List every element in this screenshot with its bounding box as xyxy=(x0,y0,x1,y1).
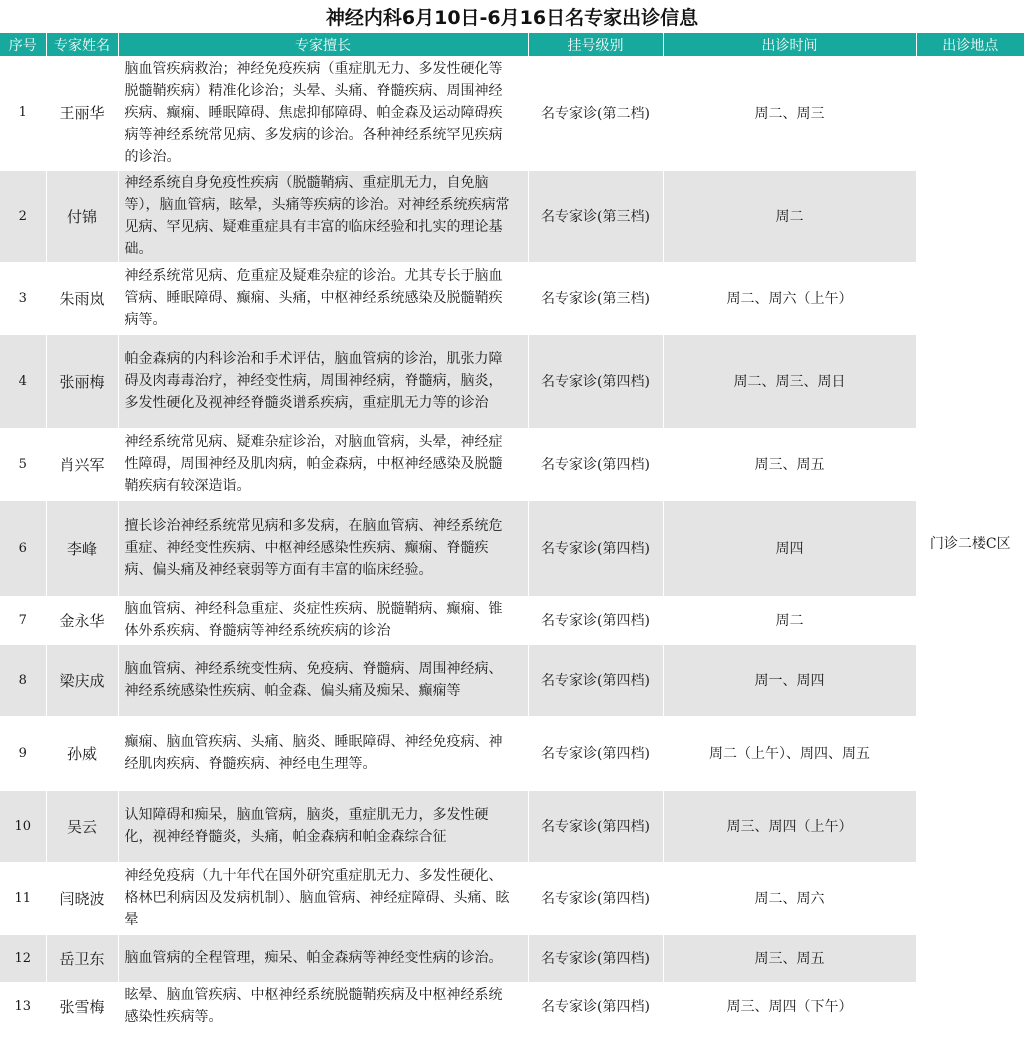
registration-grade: 名专家诊(第四档) xyxy=(528,644,663,716)
clinic-time: 周二、周三 xyxy=(663,56,916,170)
expert-name: 孙威 xyxy=(46,716,118,790)
row-index: 2 xyxy=(0,170,46,262)
clinic-location: 门诊二楼C区 xyxy=(916,56,1024,1030)
clinic-time: 周二（上午）、周四、周五 xyxy=(663,716,916,790)
expert-specialty: 认知障碍和痴呆，脑血管病，脑炎，重症肌无力，多发性硬化，视神经脊髓炎，头痛，帕金森病和帕金森综合征 xyxy=(118,790,528,862)
row-index: 8 xyxy=(0,644,46,716)
clinic-time: 周二 xyxy=(663,170,916,262)
expert-name: 王丽华 xyxy=(46,56,118,170)
expert-specialty: 癫痫、脑血管疾病、头痛、脑炎、睡眠障碍、神经免疫病、神经肌肉疾病、脊髓疾病、神经电生理等。 xyxy=(118,716,528,790)
clinic-time: 周三、周四（下午） xyxy=(663,982,916,1030)
header-location: 出诊地点 xyxy=(916,33,1024,56)
clinic-time: 周三、周四（上午） xyxy=(663,790,916,862)
page-title: 神经内科6月10日-6月16日名专家出诊信息 xyxy=(325,7,699,29)
table-header-row xyxy=(0,33,1024,56)
registration-grade: 名专家诊(第四档) xyxy=(528,862,663,934)
expert-name: 金永华 xyxy=(46,596,118,644)
expert-name: 闫晓波 xyxy=(46,862,118,934)
clinic-time: 周二、周三、周日 xyxy=(663,334,916,428)
expert-specialty: 神经免疫病（九十年代在国外研究重症肌无力、多发性硬化、格林巴利病因及发病机制）、脑血管病、神经症障碍、头痛、眩晕 xyxy=(118,862,528,934)
row-index: 1 xyxy=(0,56,46,170)
table-row xyxy=(0,596,1024,644)
header-index: 序号 xyxy=(0,33,46,56)
row-index: 9 xyxy=(0,716,46,790)
registration-grade: 名专家诊(第四档) xyxy=(528,334,663,428)
expert-name: 付锦 xyxy=(46,170,118,262)
expert-name: 梁庆成 xyxy=(46,644,118,716)
row-index: 12 xyxy=(0,934,46,982)
expert-specialty: 神经系统常见病、危重症及疑难杂症的诊治。尤其专长于脑血管病、睡眠障碍、癫痫、头痛，中枢神经系统感染及脱髓鞘疾病等。 xyxy=(118,262,528,334)
table-row xyxy=(0,56,1024,170)
row-index: 4 xyxy=(0,334,46,428)
table-row xyxy=(0,716,1024,790)
clinic-time: 周二、周六（上午） xyxy=(663,262,916,334)
table-row xyxy=(0,982,1024,1030)
clinic-time: 周二、周六 xyxy=(663,862,916,934)
registration-grade: 名专家诊(第四档) xyxy=(528,790,663,862)
header-grade: 挂号级别 xyxy=(528,33,663,56)
row-index: 6 xyxy=(0,500,46,596)
row-index: 10 xyxy=(0,790,46,862)
expert-name: 朱雨岚 xyxy=(46,262,118,334)
row-index: 3 xyxy=(0,262,46,334)
expert-specialty: 擅长诊治神经系统常见病和多发病，在脑血管病、神经系统危重症、神经变性疾病、中枢神经感染性疾病、癫痫、脊髓疾病、偏头痛及神经衰弱等方面有丰富的临床经验。 xyxy=(118,500,528,596)
expert-specialty: 神经系统自身免疫性疾病（脱髓鞘病、重症肌无力，自免脑等），脑血管病，眩晕，头痛等疾病的诊治。对神经系统疾病常见病、罕见病、疑难重症具有丰富的临床经验和扎实的理论基础。 xyxy=(118,170,528,262)
expert-name: 李峰 xyxy=(46,500,118,596)
row-index: 13 xyxy=(0,982,46,1030)
clinic-time: 周三、周五 xyxy=(663,934,916,982)
registration-grade: 名专家诊(第四档) xyxy=(528,596,663,644)
clinic-time: 周四 xyxy=(663,500,916,596)
table-row xyxy=(0,500,1024,596)
table-row xyxy=(0,790,1024,862)
expert-specialty: 神经系统常见病、疑难杂症诊治，对脑血管病，头晕，神经症性障碍，周围神经及肌肉病，帕金森病，中枢神经感染及脱髓鞘疾病有较深造诣。 xyxy=(118,428,528,500)
registration-grade: 名专家诊(第四档) xyxy=(528,934,663,982)
expert-specialty: 脑血管病、神经科急重症、炎症性疾病、脱髓鞘病、癫痫、锥体外系疾病、脊髓病等神经系统疾病的诊治 xyxy=(118,596,528,644)
table-row xyxy=(0,334,1024,428)
expert-specialty: 脑血管病的全程管理，痴呆、帕金森病等神经变性病的诊治。 xyxy=(118,934,528,982)
expert-name: 肖兴军 xyxy=(46,428,118,500)
registration-grade: 名专家诊(第四档) xyxy=(528,716,663,790)
table-row xyxy=(0,862,1024,934)
registration-grade: 名专家诊(第二档) xyxy=(528,56,663,170)
table-row xyxy=(0,934,1024,982)
row-index: 7 xyxy=(0,596,46,644)
registration-grade: 名专家诊(第四档) xyxy=(528,428,663,500)
schedule-table xyxy=(0,33,1024,1031)
row-index: 11 xyxy=(0,862,46,934)
expert-specialty: 脑血管疾病救治；神经免疫疾病（重症肌无力、多发性硬化等脱髓鞘疾病）精准化诊治；头晕、头痛、脊髓疾病、周围神经疾病、癫痫、睡眠障碍、焦虑抑郁障碍、帕金森及运动障碍疾病等神经系统常见病、多发病的诊治。各种神经系统罕见疾病的诊治。 xyxy=(118,56,528,170)
expert-name: 吴云 xyxy=(46,790,118,862)
table-row xyxy=(0,262,1024,334)
expert-specialty: 帕金森病的内科诊治和手术评估，脑血管病的诊治，肌张力障碍及肉毒毒治疗，神经变性病，周围神经病，脊髓病，脑炎，多发性硬化及视神经脊髓炎谱系疾病，重症肌无力等的诊治 xyxy=(118,334,528,428)
clinic-time: 周二 xyxy=(663,596,916,644)
registration-grade: 名专家诊(第三档) xyxy=(528,170,663,262)
table-row xyxy=(0,170,1024,262)
table-row xyxy=(0,428,1024,500)
row-index: 5 xyxy=(0,428,46,500)
clinic-time: 周一、周四 xyxy=(663,644,916,716)
registration-grade: 名专家诊(第三档) xyxy=(528,262,663,334)
expert-name: 张雪梅 xyxy=(46,982,118,1030)
header-name: 专家姓名 xyxy=(46,33,118,56)
table-row xyxy=(0,644,1024,716)
header-specialty: 专家擅长 xyxy=(118,33,528,56)
clinic-time: 周三、周五 xyxy=(663,428,916,500)
expert-name: 张丽梅 xyxy=(46,334,118,428)
header-time: 出诊时间 xyxy=(663,33,916,56)
expert-name: 岳卫东 xyxy=(46,934,118,982)
registration-grade: 名专家诊(第四档) xyxy=(528,982,663,1030)
registration-grade: 名专家诊(第四档) xyxy=(528,500,663,596)
expert-specialty: 脑血管病、神经系统变性病、免疫病、脊髓病、周围神经病、神经系统感染性疾病、帕金森、偏头痛及痴呆、癫痫等 xyxy=(118,644,528,716)
expert-specialty: 眩晕、脑血管疾病、中枢神经系统脱髓鞘疾病及中枢神经系统感染性疾病等。 xyxy=(118,982,528,1030)
